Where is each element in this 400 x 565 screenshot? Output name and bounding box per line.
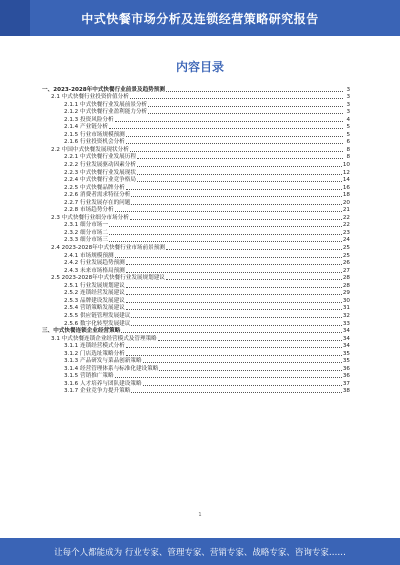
toc-entry-page: 29 — [342, 290, 350, 297]
toc-leader-dots — [166, 91, 343, 92]
toc-leader-dots — [137, 181, 342, 182]
toc-entry[interactable] — [42, 192, 350, 200]
page-header — [0, 0, 400, 36]
toc-entry-page: 22 — [342, 214, 350, 221]
toc-entry-page: 14 — [342, 177, 350, 184]
toc-entry[interactable] — [42, 350, 350, 358]
page-number: 1 — [198, 512, 202, 518]
toc-entry-title: 2.3.1 细分市场一 — [64, 222, 108, 229]
toc-entry-page: 32 — [342, 312, 350, 319]
toc-entry-title: 3.1.6 人才培养与团队建设策略 — [64, 380, 142, 387]
toc-leader-dots — [115, 257, 342, 258]
toc-leader-dots — [130, 151, 343, 152]
toc-entry-page: 10 — [342, 162, 350, 169]
toc-entry[interactable] — [42, 214, 350, 222]
toc-leader-dots — [115, 377, 342, 378]
toc-leader-dots — [159, 370, 342, 371]
toc-entry-page: 34 — [342, 328, 350, 335]
toc-entry-page: 6 — [346, 139, 350, 146]
toc-entry[interactable] — [42, 177, 350, 185]
toc-leader-dots — [126, 143, 343, 144]
toc-entry[interactable] — [42, 124, 350, 132]
toc-entry-title: 2.2.4 中式快餐行业竞争格局 — [64, 177, 136, 184]
toc-entry[interactable] — [42, 244, 350, 252]
toc-entry-title: 2.2.1 中式快餐行业发展历程 — [64, 154, 136, 161]
toc-entry[interactable] — [42, 237, 350, 245]
toc-entry-page: 28 — [342, 275, 350, 282]
toc-entry-title: 2.5.2 连锁经营发展建议 — [64, 290, 125, 297]
toc-entry-title: 2.2.7 行业发展存在的问题 — [64, 199, 131, 206]
toc-entry[interactable] — [42, 101, 350, 109]
toc-entry[interactable] — [42, 169, 350, 177]
toc-entry-title: 2.5 2023-2028年中式快餐行业发展规划建议 — [51, 275, 165, 282]
toc-entry[interactable] — [42, 184, 350, 192]
toc-entry[interactable] — [42, 86, 350, 94]
toc-entry-title: 2.2.3 中式快餐行业发展现状 — [64, 169, 136, 176]
toc-entry-page: 3 — [346, 109, 350, 116]
toc-leader-dots — [126, 189, 342, 190]
toc-leader-dots — [109, 226, 342, 227]
toc-entry-title: 2.2.5 中式快餐品牌分析 — [64, 184, 125, 191]
toc-entry-page: 24 — [342, 237, 350, 244]
page-footer — [0, 538, 400, 565]
toc-entry[interactable] — [42, 305, 350, 313]
toc-entry[interactable] — [42, 290, 350, 298]
toc-entry-page: 36 — [342, 365, 350, 372]
toc-leader-dots — [115, 121, 343, 122]
report-title: 中式快餐市场分析及连锁经营策略研究报告 — [81, 12, 319, 26]
toc-entry[interactable] — [42, 373, 350, 381]
toc-entry-title: 2.5.1 行业发展规划建议 — [64, 282, 125, 289]
toc-leader-dots — [143, 385, 342, 386]
toc-entry-page: 12 — [342, 169, 350, 176]
toc-leader-dots — [126, 272, 342, 273]
toc-entry-title: 三、中式快餐连锁企业经营策略 — [42, 328, 121, 335]
toc-entry-title: 3.1.2 门店选址策略分析 — [64, 350, 125, 357]
toc-entry[interactable] — [42, 275, 350, 283]
toc-leader-dots — [131, 325, 342, 326]
toc-entry-title: 2.5.5 供应链管理发展建议 — [64, 312, 131, 319]
toc-leader-dots — [137, 166, 342, 167]
toc-entry-title: 2.1.6 行业投资机会分析 — [64, 139, 125, 146]
toc-leader-dots — [131, 204, 342, 205]
toc-entry-title: 3.1.1 连锁经营模式分析 — [64, 343, 125, 350]
toc-entry-title: 3.1.7 企业竞争力提升策略 — [64, 388, 131, 395]
toc-entry-title: 2.3.3 细分市场三 — [64, 237, 108, 244]
toc-leader-dots — [126, 355, 342, 356]
toc-leader-dots — [158, 340, 342, 341]
toc-entry-page: 28 — [342, 282, 350, 289]
toc-entry-title: 2.4 2023-2028年中式快餐行业市场前景预测 — [51, 245, 165, 252]
toc-entry-page: 22 — [342, 222, 350, 229]
toc-entry-title: 一、2023-2028年中式快餐行业前景及趋势预测 — [42, 86, 165, 93]
toc-entry-page: 8 — [346, 146, 350, 153]
toc-entry[interactable] — [42, 94, 350, 102]
toc-entry-page: 30 — [342, 297, 350, 304]
toc-leader-dots — [109, 128, 343, 129]
toc-leader-dots — [115, 211, 342, 212]
toc-leader-dots — [126, 264, 342, 265]
toc-entry-page: 5 — [346, 124, 350, 131]
toc-entry[interactable] — [42, 343, 350, 351]
toc-leader-dots — [131, 392, 342, 393]
toc-entry-title: 2.1.4 产业链分析 — [64, 124, 108, 131]
toc-leader-dots — [109, 241, 342, 242]
toc-leader-dots — [148, 113, 343, 114]
toc-entry-title: 2.2.2 行业发展驱动因素分析 — [64, 162, 136, 169]
toc-entry-title: 2.1 中式快餐行业投资价值分析 — [51, 94, 129, 101]
toc-entry-page: 25 — [342, 252, 350, 259]
toc-leader-dots — [166, 279, 342, 280]
toc-entry-page: 20 — [342, 199, 350, 206]
toc-entry-page: 4 — [346, 116, 350, 123]
toc-entry[interactable] — [42, 161, 350, 169]
toc-entry-title: 2.2.8 市场趋势分析 — [64, 207, 114, 214]
toc-leader-dots — [130, 219, 342, 220]
toc-entry-page: 35 — [342, 358, 350, 365]
toc-entry-title: 3.1 中式快餐连锁企业经营模式及管理策略 — [51, 335, 157, 342]
toc-entry[interactable] — [42, 139, 350, 147]
toc-entry-title: 2.2 中国中式快餐发展现状分析 — [51, 146, 129, 153]
toc-entry-page: 34 — [342, 335, 350, 342]
toc-leader-dots — [131, 317, 342, 318]
toc-entry-title: 2.4.1 市场规模预测 — [64, 252, 114, 259]
toc-entry-page: 3 — [346, 86, 350, 93]
toc-leader-dots — [126, 302, 342, 303]
toc-entry[interactable] — [42, 116, 350, 124]
toc-entry-page: 8 — [346, 154, 350, 161]
toc-leader-dots — [137, 174, 342, 175]
toc-entry[interactable] — [42, 388, 350, 396]
toc-entry[interactable] — [42, 229, 350, 237]
toc-entry-page: 3 — [346, 94, 350, 101]
toc-entry[interactable] — [42, 154, 350, 162]
toc-entry-title: 2.5.4 营销策略发展建议 — [64, 305, 125, 312]
toc-entry-page: 34 — [342, 343, 350, 350]
toc-entry-title: 2.3.2 细分市场二 — [64, 229, 108, 236]
toc-entry[interactable] — [42, 328, 350, 336]
toc-entry-page: 36 — [342, 373, 350, 380]
toc-entry-page: 31 — [342, 305, 350, 312]
toc-entry[interactable] — [42, 312, 350, 320]
toc-entry-page: 35 — [342, 350, 350, 357]
toc-entry[interactable] — [42, 252, 350, 260]
toc-entry-page: 21 — [342, 207, 350, 214]
toc-leader-dots — [121, 332, 342, 333]
toc-entry[interactable] — [42, 260, 350, 268]
toc-entry-page: 37 — [342, 380, 350, 387]
table-of-contents — [42, 86, 350, 395]
toc-entry[interactable] — [42, 365, 350, 373]
toc-entry[interactable] — [42, 297, 350, 305]
toc-heading: 内容目录 — [175, 60, 224, 74]
toc-leader-dots — [126, 309, 342, 310]
toc-leader-dots — [109, 234, 342, 235]
toc-entry-title: 2.1.3 投资风险分析 — [64, 116, 114, 123]
toc-entry-title: 3.1.5 营销推广策略 — [64, 373, 114, 380]
toc-entry-page: 23 — [342, 229, 350, 236]
toc-leader-dots — [166, 249, 342, 250]
toc-leader-dots — [137, 158, 343, 159]
toc-leader-dots — [126, 347, 342, 348]
toc-entry[interactable] — [42, 267, 350, 275]
toc-entry-title: 2.3 中式快餐行业细分市场分析 — [51, 214, 129, 221]
toc-entry[interactable] — [42, 320, 350, 328]
toc-entry[interactable] — [42, 335, 350, 343]
toc-entry-page: 3 — [346, 101, 350, 108]
toc-entry-title: 3.1.4 经营管理体系与标准化建设策略 — [64, 365, 159, 372]
toc-entry[interactable] — [42, 282, 350, 290]
toc-entry-title: 2.5.3 品牌建设发展建议 — [64, 297, 125, 304]
toc-leader-dots — [143, 362, 342, 363]
toc-entry[interactable] — [42, 199, 350, 207]
toc-entry[interactable] — [42, 146, 350, 154]
toc-leader-dots — [130, 98, 343, 99]
toc-entry-title: 2.1.1 中式快餐行业发展前景分析 — [64, 101, 148, 108]
toc-entry-title: 2.1.5 行业市场规模预测 — [64, 131, 125, 138]
toc-leader-dots — [126, 294, 342, 295]
toc-entry-page: 25 — [342, 245, 350, 252]
toc-entry-page: 38 — [342, 388, 350, 395]
toc-leader-dots — [131, 196, 342, 197]
toc-entry-title: 2.4.2 行业发展趋势预测 — [64, 260, 125, 267]
toc-entry-title: 2.5.6 数字化转型发展建议 — [64, 320, 131, 327]
toc-entry-page: 27 — [342, 267, 350, 274]
toc-leader-dots — [148, 106, 343, 107]
toc-entry[interactable] — [42, 222, 350, 230]
toc-entry[interactable] — [42, 109, 350, 117]
toc-entry-page: 26 — [342, 260, 350, 267]
toc-entry[interactable] — [42, 380, 350, 388]
toc-entry[interactable] — [42, 207, 350, 215]
toc-entry[interactable] — [42, 131, 350, 139]
toc-entry-page: 18 — [342, 192, 350, 199]
toc-leader-dots — [126, 287, 342, 288]
toc-entry[interactable] — [42, 358, 350, 366]
toc-entry-page: 16 — [342, 184, 350, 191]
toc-entry-page: 5 — [346, 131, 350, 138]
toc-entry-page: 33 — [342, 320, 350, 327]
toc-entry-title: 2.4.3 未来市场格局预测 — [64, 267, 125, 274]
toc-entry-title: 3.1.3 产品研发与菜品创新策略 — [64, 358, 142, 365]
toc-entry-title: 2.1.2 中式快餐行业盈利能力分析 — [64, 109, 148, 116]
toc-leader-dots — [126, 136, 343, 137]
footer-slogan: 让每个人都能成为 行业专家、管理专家、营销专家、战略专家、咨询专家…… — [54, 548, 346, 558]
toc-entry-title: 2.2.6 消费者需求特征分析 — [64, 192, 131, 199]
